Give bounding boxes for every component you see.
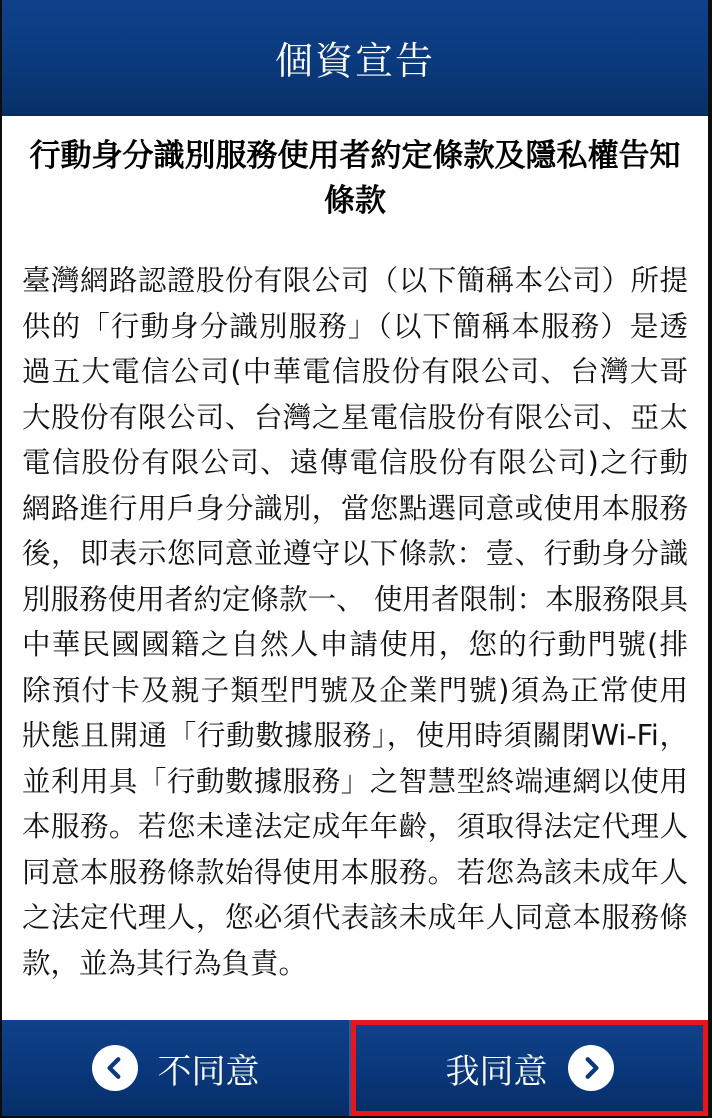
page-header — [2, 0, 708, 116]
agree-label: 我同意 — [445, 1051, 548, 1092]
chevron-right-circle-icon — [568, 1045, 614, 1091]
terms-title: 行動身分識別服務使用者約定條款及隱私權告知條款 — [29, 138, 681, 219]
terms-scroll-area[interactable] — [2, 116, 708, 1020]
disagree-button[interactable] — [2, 1020, 351, 1116]
chevron-left-circle-icon — [92, 1045, 138, 1091]
action-bar — [2, 1020, 708, 1116]
disagree-label: 不同意 — [157, 1051, 260, 1092]
page-title: 個資宣告 — [274, 38, 435, 83]
agree-button[interactable] — [351, 1020, 708, 1116]
app-screen — [2, 0, 708, 1116]
terms-body: 臺灣網路認證股份有限公司（以下簡稱本公司）所提供的「行動身分識別服務」（以下簡稱本服務）是透過五大電信公司(中華電信股份有限公司、台灣大哥大股份有限公司、台灣之星電信股份有限公司、亞太電信股份有限公司、遠傳電信股份有限公司)之行動網路進行用戶身分識別，當您點選同意或使用本服務後，即表示您同意並遵守以下條款：壹、行動身分識別服務使用者約定條款一、 使用者限制：本服務限具中華民國國籍之自然人申請使用，您的行動門號(排除預付卡及親子類型門號及企業門號)須為正常使用狀態且開通「行動數據服務」，使用時須關閉Wi-Fi，並利用具「行動數據服務」之智慧型終端連網以使用本服務。若您未達法定成年年齡，須取得法定代理人同意本服務條款始得使用本服務。若您為該未成年人之法定代理人，您必須代表該未成年人同意本服務條款，並為其行為負責。 — [22, 264, 688, 980]
